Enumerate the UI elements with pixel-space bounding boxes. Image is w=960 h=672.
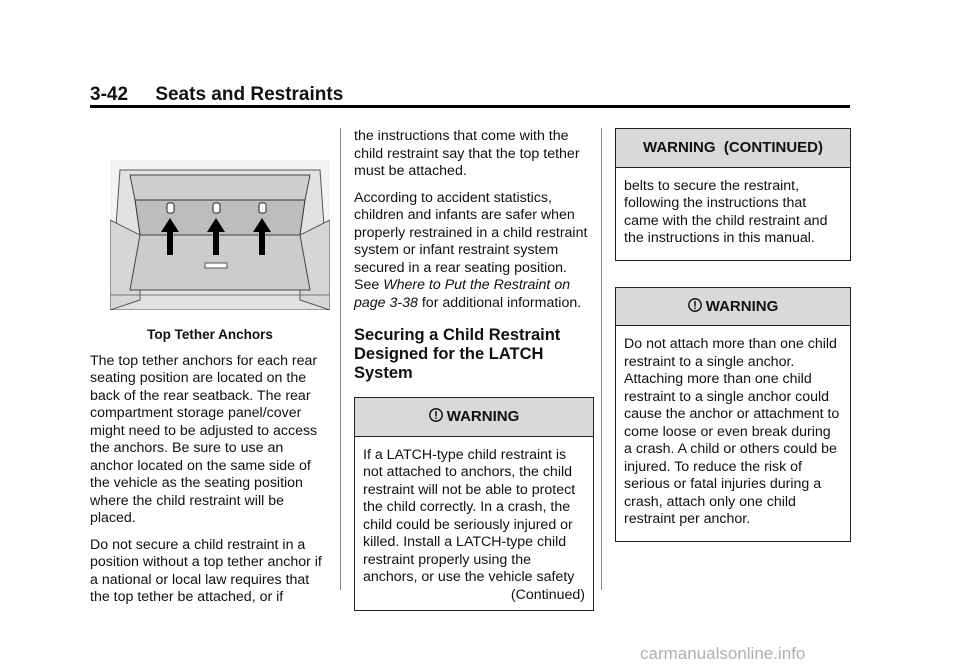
- paragraph: Do not secure a child restraint in a position without a top tether anchor if a national or local law requires that the top tether be attached, or if: [90, 536, 322, 605]
- watermark: carmanualsonline.info: [640, 644, 806, 663]
- header-rule: [90, 105, 850, 108]
- page-reference-link[interactable]: Where to Put the Restraint on page 3-38: [354, 277, 571, 311]
- page-header: [90, 84, 343, 106]
- warning-body: [355, 437, 593, 611]
- figure-caption: Top Tether Anchors: [147, 327, 273, 342]
- column-divider-2: [601, 128, 602, 590]
- warning-header: [616, 288, 850, 327]
- paragraph: [354, 190, 594, 313]
- warning-text: Do not attach more than one child restraint to a single anchor. Attaching more than one child restraint to a single anchor could cause the anchor or attachment to come loose or even break during a crash. A child or others could be injured. To reduce the risk of serious or fatal injuries during a crash, attach only one child restraint per anchor.: [624, 336, 840, 527]
- continued-label: (Continued): [510, 586, 585, 603]
- warning-title: WARNING: [446, 408, 520, 425]
- cargo-area-illustration: [110, 160, 330, 310]
- column-2: [354, 128, 594, 611]
- warning-icon: [688, 298, 702, 312]
- warning-body: [616, 326, 850, 541]
- warning-title: WARNING: [705, 297, 779, 315]
- column-divider-1: [340, 128, 341, 590]
- paragraph: The top tether anchors for each rear seating position are located on the back of the rear seatback. The rear compartment storage panel/cover might need to be adjusted to access the anchors. Be sure to use an anchor located on the same side of the vehicle as the seating position where the child restraint will be placed.: [90, 352, 318, 526]
- paragraph: the instructions that come with the child restraint say that the top tether must be attached.: [354, 128, 580, 179]
- warning-text: If a LATCH-type child restraint is not attached to anchors, the child restraint will not be able to protect the child correctly. In a crash, the child could be seriously injured or killed. Install a LATCH-type child restraint properly using the anchors, or use the vehicle safety: [363, 446, 576, 585]
- warning-text: belts to secure the restraint, following the instructions that came with the child restraint and the instructions in this manual.: [624, 177, 828, 246]
- warning-continued-body: [616, 168, 850, 260]
- paragraph-text: for additional information.: [421, 294, 582, 311]
- column-3: [615, 128, 851, 542]
- column-1: [90, 160, 330, 616]
- warning-box: [615, 287, 851, 542]
- warning-continued-header: WARNING (CONTINUED): [616, 129, 850, 168]
- warning-continued-box: [615, 128, 851, 261]
- warning-header: [355, 398, 593, 437]
- page-number: 3-42: [90, 84, 129, 105]
- section-heading: Securing a Child Restraint Designed for the LATCH System: [354, 326, 561, 382]
- warning-box: [354, 397, 594, 611]
- warning-icon: [429, 408, 443, 422]
- paragraph-text: According to accident statistics, children and infants are safer when properly restrained in a child restraint system or infant restraint system secured in a rear seating position. See: [354, 189, 588, 293]
- section-title: Seats and Restraints: [155, 84, 344, 105]
